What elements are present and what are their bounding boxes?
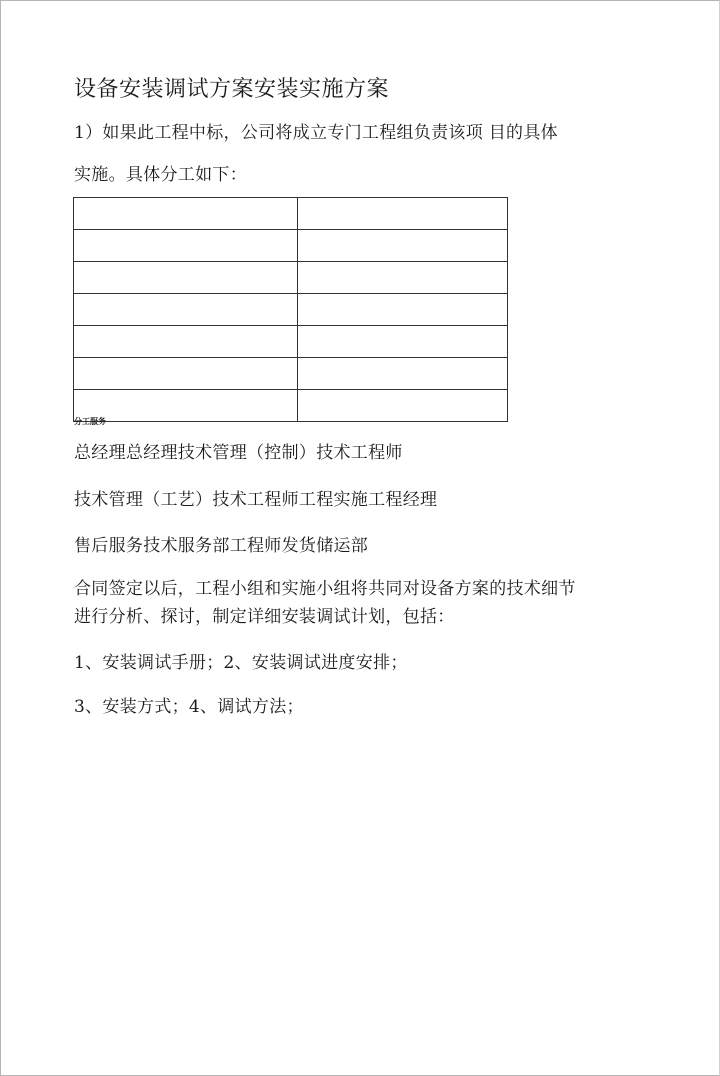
division-line-2: 技术管理（工艺）技术工程师工程实施工程经理: [74, 490, 438, 510]
table-cell: [74, 198, 298, 230]
contract-line-1: 合同签定以后，工程小组和实施小组将共同对设备方案的技术细节: [74, 579, 576, 599]
table-cell: [74, 262, 298, 294]
intro-line-2: 实施。具体分工如下：: [74, 165, 247, 185]
table-row: [74, 390, 508, 422]
list-line-2: 3、安装方式；4、调试方法；: [74, 697, 304, 717]
contract-line-2: 进行分析、探讨，制定详细安装调试计划，包括：: [74, 607, 455, 627]
table-cell: [298, 262, 508, 294]
list-line-1: 1、安装调试手册；2、安装调试进度安排；: [74, 653, 408, 673]
table-row: [74, 230, 508, 262]
table-row: [74, 358, 508, 390]
table-cell: [74, 390, 298, 422]
division-line-3: 售后服务技术服务部工程师发货储运部: [74, 536, 369, 556]
table-cell: [298, 390, 508, 422]
table-row: [74, 326, 508, 358]
table-cell: [74, 358, 298, 390]
document-title: 设备安装调试方案安装实施方案: [74, 77, 390, 102]
division-line-1: 总经理总经理技术管理（控制）技术工程师: [74, 443, 403, 463]
table-cell: [74, 294, 298, 326]
table-row: [74, 262, 508, 294]
table-cell: [298, 326, 508, 358]
table-row: [74, 198, 508, 230]
intro-line-1: 1）如果此工程中标，公司将成立专门工程组负责该项 目的具体: [74, 123, 558, 143]
table-cell: [298, 230, 508, 262]
division-table: [73, 197, 508, 422]
table-row: [74, 294, 508, 326]
table-cell: [298, 358, 508, 390]
table-cell: [74, 326, 298, 358]
table-caption: 分工服务: [74, 416, 106, 426]
table-cell: [298, 198, 508, 230]
table-cell: [74, 230, 298, 262]
table-cell: [298, 294, 508, 326]
